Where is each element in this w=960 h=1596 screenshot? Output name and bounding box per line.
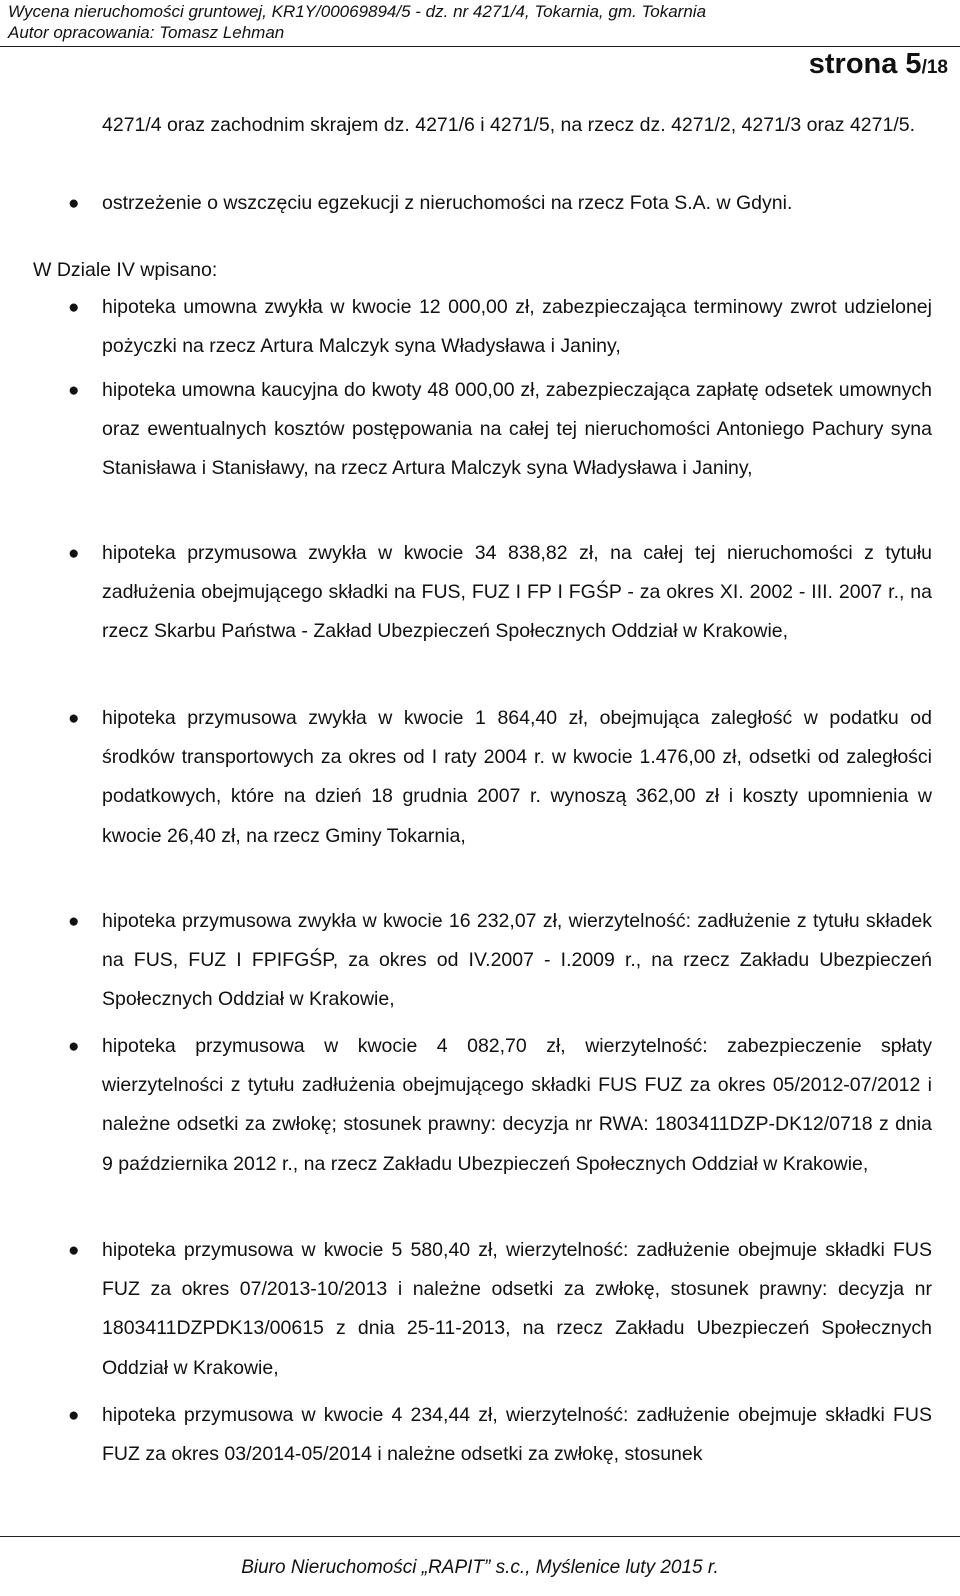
header-author: Autor opracowania: Tomasz Lehman bbox=[8, 23, 285, 42]
bullet-icon: ● bbox=[68, 708, 80, 729]
bullet-icon: ● bbox=[68, 297, 80, 318]
list-item: hipoteka przymusowa zwykła w kwocie 1 864,40 zł, obejmująca zaległość w podatku od środków transportowych za okres od I raty 2004 r. w kwocie 1.476,00 zł, odsetki od zaległości podatkowych, które na dzień 18 grudnia 2007 r. wynoszą 362,00 zł i koszty upomnienia w kwocie 26,40 zł, na rzecz Gminy Tokarnia, bbox=[102, 707, 932, 847]
list-item: hipoteka przymusowa w kwocie 4 234,44 zł, wierzytelność: zadłużenie obejmuje składki FUS FUZ za okres 03/2014-05/2014 i należne odsetki za zwłokę, stosunek bbox=[102, 1404, 932, 1466]
list-item: hipoteka umowna kaucyjna do kwoty 48 000,00 zł, zabezpieczająca zapłatę odsetek umownych oraz ewentualnych kosztów postępowania na całej tej nieruchomości Antoniego Pachury syna Stanisława i Stanisławy, na rzecz Artura Malczyk syna Władysława i Janiny, bbox=[102, 379, 932, 480]
bullet-icon: ● bbox=[68, 543, 80, 564]
list-item: hipoteka przymusowa w kwocie 5 580,40 zł, wierzytelność: zadłużenie obejmuje składki FUS FUZ za okres 07/2013-10/2013 i należne odsetki za zwłokę, stosunek prawny: decyzja nr 1803411DZPDK13/00615 z dnia 25-11-2013, na rzecz Zakładu Ubezpieczeń Społecznych Oddział w Krakowie, bbox=[102, 1239, 932, 1379]
running-footer: Biuro Nieruchomości „RAPIT” s.c., Myślenice luty 2015 r. bbox=[241, 1557, 719, 1578]
page-number bbox=[809, 46, 948, 86]
bullet-icon: ● bbox=[68, 1405, 80, 1426]
bullet-icon: ● bbox=[68, 911, 80, 932]
continuation-paragraph: 4271/4 oraz zachodnim skrajem dz. 4271/6 i 4271/5, na rzecz dz. 4271/2, 4271/3 oraz 4271/5. bbox=[102, 114, 916, 136]
list-item: hipoteka przymusowa zwykła w kwocie 16 232,07 zł, wierzytelność: zadłużenie z tytułu składek na FUS, FUZ I FPIFGŚP, za okres od IV.2007 - I.2009 r., na rzecz Zakładu Ubezpieczeń Społecznych Oddział w Krakowie, bbox=[102, 910, 932, 1011]
header-title: Wycena nieruchomości gruntowej, KR1Y/00069894/5 - dz. nr 4271/4, Tokarnia, gm. Tokarnia bbox=[8, 2, 707, 21]
section-title: W Dziale IV wpisano: bbox=[33, 259, 218, 281]
running-header bbox=[0, 0, 960, 44]
bullet-icon: ● bbox=[68, 380, 80, 401]
bullet-icon: ● bbox=[68, 1036, 80, 1057]
warning-item: ostrzeżenie o wszczęciu egzekucji z nieruchomości na rzecz Fota S.A. w Gdyni. bbox=[102, 192, 793, 214]
bullet-icon: ● bbox=[68, 1240, 80, 1261]
list-item: hipoteka przymusowa zwykła w kwocie 34 838,82 zł, na całej tej nieruchomości z tytułu zadłużenia obejmującego składki na FUS, FUZ I FP I FGŚP - za okres XI. 2002 - III. 2007 r., na rzecz Skarbu Państwa - Zakład Ubezpieczeń Społecznych Oddział w Krakowie, bbox=[102, 542, 932, 643]
page-label: strona 5 bbox=[808, 48, 922, 80]
list-item: hipoteka przymusowa w kwocie 4 082,70 zł, wierzytelność: zabezpieczenie spłaty wierzytelności z tytułu zadłużenia obejmującego składki FUS FUZ za okres 05/2012-07/2012 i należne odsetki za zwłokę; stosunek prawny: decyzja nr RWA: 1803411DZP-DK12/0718 z dnia 9 października 2012 r., na rzecz Zakładu Ubezpieczeń Społecznych Oddział w Krakowie, bbox=[102, 1035, 932, 1175]
page-total: /18 bbox=[921, 57, 948, 78]
footer-divider bbox=[0, 1536, 960, 1537]
list-item: hipoteka umowna zwykła w kwocie 12 000,00 zł, zabezpieczająca terminowy zwrot udzielonej pożyczki na rzecz Artura Malczyk syna Władysława i Janiny, bbox=[102, 296, 932, 358]
bullet-icon: ● bbox=[68, 193, 80, 214]
